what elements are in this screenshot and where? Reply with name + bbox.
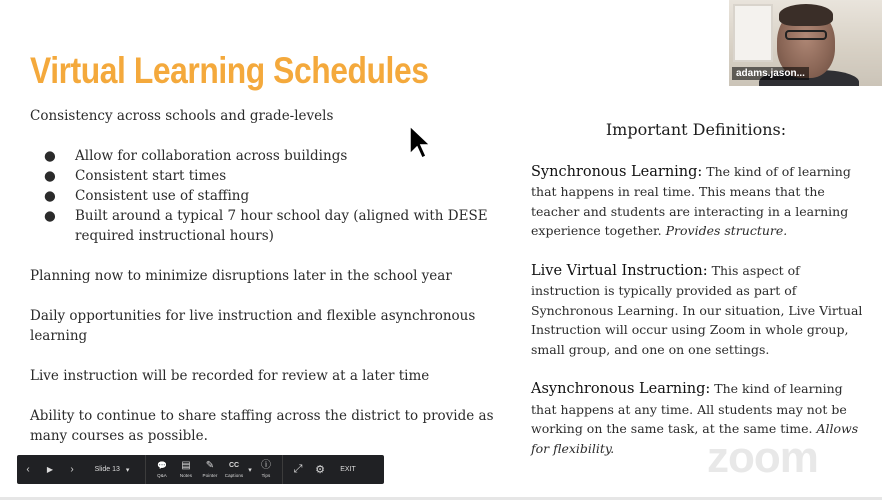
pointer-label: Pointer (202, 473, 218, 478)
definitions-heading: Important Definitions: (605, 120, 787, 139)
play-button[interactable] (39, 455, 61, 484)
fullscreen-icon: ⤢ (293, 463, 303, 475)
definition-term: Live Virtual Instruction: (531, 262, 708, 279)
bullet-item: ● Consistent use of staffing (44, 188, 250, 204)
chevron-down-icon: ▾ (125, 466, 130, 474)
participant-name-label: adams.jason... (732, 67, 809, 80)
bullet-icon: ● (44, 148, 56, 164)
chevron-right-icon: › (70, 464, 74, 475)
paragraph: Daily opportunities for live instruction and flexible asynchronous learning (30, 308, 476, 344)
fullscreen-button[interactable] (287, 455, 309, 484)
paragraph: Planning now to minimize disruptions later in the school year (30, 268, 452, 284)
captions-button[interactable] (222, 455, 246, 484)
definition-live-virtual: Live Virtual Instruction: This aspect of instruction is typically provided as part of Synchronous Learning. In our situation, Live Virtual Instruction will occur using Zoom in whole group, small group, and one on one settings. (531, 262, 863, 357)
participant-glasses (785, 30, 827, 40)
background-window (733, 4, 773, 62)
paragraph: Live instruction will be recorded for review at a later time (30, 368, 430, 384)
bullet-icon: ● (44, 208, 56, 224)
bullet-item: ● Allow for collaboration across buildings (44, 148, 348, 164)
definition-term: Asynchronous Learning: (531, 381, 711, 397)
settings-button[interactable] (309, 455, 331, 484)
mouse-cursor-icon (408, 124, 432, 162)
captions-label: Captions (224, 473, 244, 478)
chevron-down-icon: ▾ (248, 466, 252, 474)
slide-selector[interactable] (83, 455, 141, 484)
captions-dropdown-button[interactable] (246, 455, 254, 484)
exit-label: EXIT (340, 466, 356, 473)
pointer-button[interactable] (198, 455, 222, 484)
paragraph: Ability to continue to share staffing across the district to provide as many courses as possible. (30, 408, 494, 444)
qa-label: Q&A (157, 473, 167, 478)
previous-slide-button[interactable] (17, 455, 39, 484)
toolbar-divider (282, 455, 283, 484)
bullet-icon: ● (44, 188, 56, 204)
exit-button[interactable] (331, 455, 365, 484)
definition-synchronous: Synchronous Learning: The kind of of learning that happens in real time. This means that the teacher and students are interacting in a learning experience together. Provides structure. (531, 163, 851, 238)
qa-button[interactable] (150, 455, 174, 484)
zoom-watermark-logo: zoom (707, 433, 818, 482)
definition-asynchronous: Asynchronous Learning: The kind of learning that happens at any time. All students may not be working on the same task, at the same time. Allows for flexibility. (531, 381, 859, 456)
toolbar-divider (145, 455, 146, 484)
captions-icon: CC (228, 462, 240, 469)
intro-text: Consistency across schools and grade-levels (30, 108, 334, 124)
notes-button[interactable] (174, 455, 198, 484)
participant-hair (779, 4, 833, 26)
participant-video-tile[interactable] (729, 0, 882, 86)
slide-title: Virtual Learning Schedules (30, 50, 429, 91)
notes-icon: ▤ (181, 460, 191, 471)
definition-term: Synchronous Learning: (531, 163, 703, 180)
definitions-column (531, 120, 871, 478)
info-icon: ⓘ (261, 460, 271, 471)
slide-number-label: Slide 13 (94, 466, 120, 473)
qa-icon: 💬 (157, 461, 167, 470)
play-icon: ▶ (46, 465, 54, 474)
presenter-toolbar (17, 455, 384, 484)
next-slide-button[interactable] (61, 455, 83, 484)
bullet-item: ● Consistent start times (44, 168, 227, 184)
chevron-left-icon: ‹ (26, 464, 30, 475)
bullet-icon: ● (44, 168, 56, 184)
bullet-item: ● Built around a typical 7 hour school day (aligned with DESE required instructional hours) (44, 208, 488, 244)
tips-label: Tips (261, 473, 271, 478)
gear-icon: ⚙ (315, 464, 325, 476)
pointer-icon: ✎ (205, 460, 215, 471)
notes-label: Notes (179, 473, 193, 478)
tips-button[interactable] (254, 455, 278, 484)
